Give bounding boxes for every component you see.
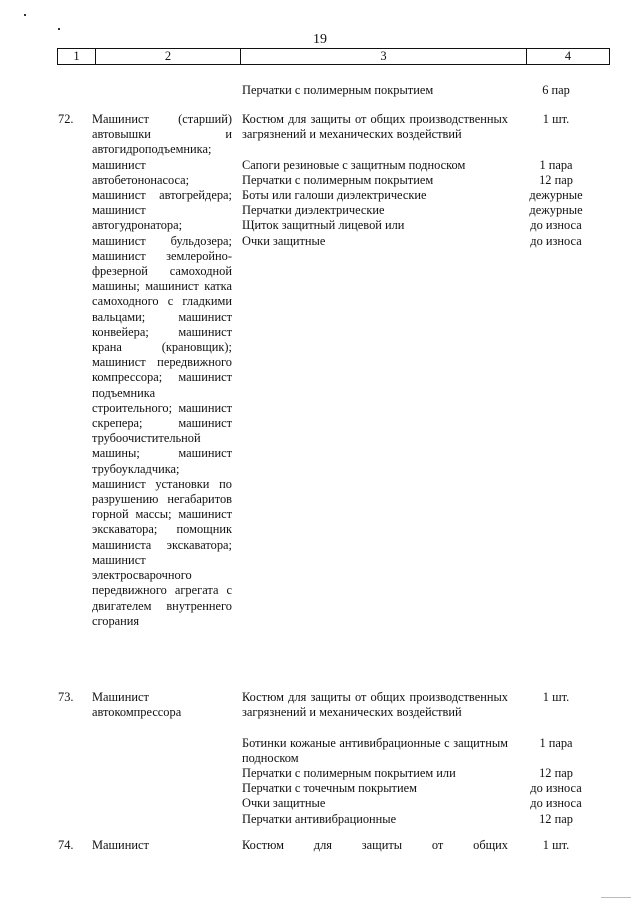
column-header-2: 2 xyxy=(95,49,240,64)
protective-item: Перчатки с полимерным покрытием xyxy=(242,83,434,97)
protective-item: Перчатки с полимерным покрытием или xyxy=(242,765,456,780)
column-header-1: 1 xyxy=(73,49,80,63)
protective-item: Перчатки антивибрационные xyxy=(242,811,397,826)
row-number: 72. xyxy=(58,112,74,126)
protective-item: Очки защитные xyxy=(242,796,326,811)
protective-item: Костюм для защиты от общих производственных загрязнений и механических воздействий xyxy=(242,690,508,720)
protective-item: Щиток защитный лицевой или xyxy=(242,218,405,233)
issue-norm: 1 шт. xyxy=(542,690,570,704)
occupation-cell: Машинист автокомпрессора xyxy=(92,690,182,720)
issue-norm: 1 шт. xyxy=(542,112,570,126)
protective-item: Перчатки с полимерным покрытием xyxy=(242,172,434,187)
protective-item: Очки защитные xyxy=(242,233,326,248)
column-header-3: 3 xyxy=(240,49,526,64)
issue-norm: 1 пара xyxy=(539,157,573,172)
scan-edge-mark xyxy=(601,897,631,898)
protective-item: Костюм для защиты от общих xyxy=(242,838,508,852)
occupation-cell: Машинист xyxy=(92,838,149,852)
column-header-4: 4 xyxy=(526,49,609,64)
issue-norm: до износа xyxy=(530,781,582,796)
page-number: 19 xyxy=(313,32,327,47)
protective-item: Сапоги резиновые с защитным подноском xyxy=(242,157,466,172)
issue-norm: 1 пара xyxy=(539,735,573,750)
issue-norm: до износа xyxy=(530,218,582,233)
issue-norm: дежурные xyxy=(529,188,583,202)
row-number: 73. xyxy=(58,690,74,704)
table-header xyxy=(57,48,610,65)
scan-speck xyxy=(58,28,60,30)
protective-item: Ботинки кожаные антивибрационные с защитным подноском xyxy=(242,735,508,765)
issue-norm: 12 пар xyxy=(539,172,573,187)
row-number: 74. xyxy=(58,838,74,852)
issue-norm: 12 пар xyxy=(539,811,573,826)
protective-item: Перчатки диэлектрические xyxy=(242,203,385,218)
protective-item: Боты или галоши диэлектрические xyxy=(242,188,427,202)
scan-speck xyxy=(24,14,26,16)
issue-norm: дежурные xyxy=(529,203,583,218)
issue-norm: до износа xyxy=(530,796,582,811)
protective-item: Перчатки с точечным покрытием xyxy=(242,781,417,796)
issue-norm: до износа xyxy=(530,233,582,248)
issue-norm: 1 шт. xyxy=(542,838,570,852)
issue-norm: 6 пар xyxy=(542,83,570,97)
occupation-cell: Машинист (старший) автовышки и автогидроподъемника; машинист автобетононасоса; машинист автогрейдера; машинист автогудронатора; машинист бульдозера; машинист землеройно-фрезерной самоходной машины; машинист катка самоходного с гладкими вальцами; машинист конвейера; машинист крана (крановщик); машинист передвижного компрессора; машинист подъемника строительного; машинист скрепера; машинист трубоочистительной машины; машинист трубоукладчика; машинист установки по разрушению негабаритов горной массы; машинист экскаватора; помощник машиниста экскаватора; машинист электросварочного передвижного агрегата с двигателем внутреннего сгорания xyxy=(92,112,232,628)
issue-norm: 12 пар xyxy=(539,765,573,780)
protective-item: Костюм для защиты от общих производственных загрязнений и механических воздействий xyxy=(242,112,508,142)
